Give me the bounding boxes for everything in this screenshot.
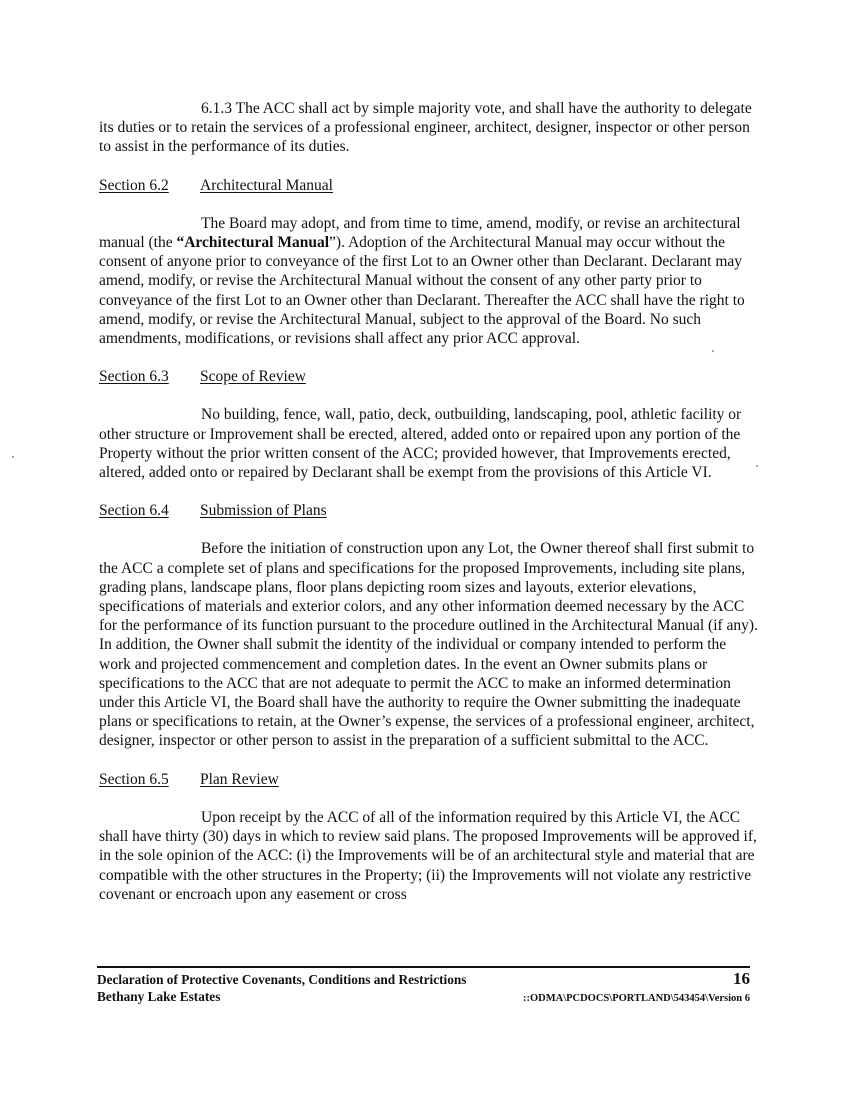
page-footer [97, 970, 750, 1007]
scan-speck [756, 465, 758, 467]
section-number: Section 6.5 [99, 770, 169, 788]
footer-divider [97, 966, 750, 968]
footer-row-top [97, 970, 750, 988]
section-title: Architectural Manual [200, 176, 333, 194]
clause-6-1-3: 6.1.3 The ACC shall act by simple majority vote, and shall have the authority to delegate its duties or to retain the services of a professional engineer, architect, designer, inspector or other person to assist in the performance of its duties. [99, 100, 752, 156]
document-body [99, 99, 759, 923]
document-id: ::ODMA\PCDOCS\PORTLAND\543454\Version 6 [522, 993, 750, 1004]
section-heading-6-4 [99, 501, 759, 520]
footer-project-name: Bethany Lake Estates [97, 989, 221, 1004]
section-heading-6-3 [99, 367, 759, 386]
section-number: Section 6.4 [99, 502, 169, 520]
section-title: Scope of Review [200, 368, 306, 386]
section-paragraph-6-4: Before the initiation of construction upon any Lot, the Owner thereof shall first submit to the ACC a complete set of plans and specifications for the proposed Improvements, including site plans, grading plans, landscape plans, floor plans depicting room sizes and layouts, exterior elevations, specifications of materials and exterior colors, and any other information deemed necessary by the ACC for the performance of its function pursuant to the procedure outlined in the Architectural Manual (if any). In addition, the Owner shall submit the identity of the individual or company intended to perform the work and projected commencement and completion dates. In the event an Owner submits plans or specifications to the ACC that are not adequate to permit the ACC to make an informed determination under this Article VI, the Board shall have the authority to require the Owner submitting the inadequate plans or specifications to retain, at the Owner’s expense, the services of a professional engineer, architect, designer, inspector or other person to assist in the preparation of a sufficient submittal to the ACC. [99, 540, 758, 750]
section-paragraph-6-5: Upon receipt by the ACC of all of the information required by this Article VI, the ACC shall have thirty (30) days in which to review said plans. The proposed Improvements will be approved if, in the sole opinion of the ACC: (i) the Improvements will be of an architectural style and material that are compatible with the other structures in the Property; (ii) the Improvements will not violate any restrictive covenant or encroach upon any easement or cross [99, 808, 757, 903]
section-title: Plan Review [200, 770, 279, 788]
paragraph-text: ”). Adoption of the Architectural Manual may occur without the consent of anyone prior to conveyance of the first Lot to an Owner other than Declarant. Declarant may amend, modify, or revise the Architectural Manual without the consent of any other party prior to conveyance of the first Lot to an Owner other than Declarant. Thereafter the ACC shall have the right to amend, modify, or revise the Architectural Manual, subject to the approval of the Board. No such amendments, modifications, or revisions shall affect any prior ACC approval. [99, 234, 745, 348]
scan-speck [12, 456, 14, 458]
section-number: Section 6.3 [99, 368, 169, 386]
defined-term: “Architectural Manual [176, 234, 330, 252]
section-number: Section 6.2 [99, 176, 169, 194]
scan-speck [712, 350, 714, 352]
section-paragraph-6-2 [99, 214, 759, 348]
section-title: Submission of Plans [200, 502, 327, 520]
page-number: 16 [733, 969, 750, 988]
section-heading-6-5 [99, 770, 759, 789]
footer-document-title: Declaration of Protective Covenants, Conditions and Restrictions [97, 972, 467, 987]
paragraph-text: The Board may adopt, and from time to time, amend, modify, or revise an architectural manual (the [99, 214, 741, 252]
footer-row-bottom [97, 988, 750, 1007]
section-paragraph-6-3: No building, fence, wall, patio, deck, outbuilding, landscaping, pool, athletic facility or other structure or Improvement shall be erected, altered, added onto or repaired upon any portion of the Property without the prior written consent of the ACC; provided however, that Improvements erected, altered, added onto or repaired by Declarant shall be exempt from the provisions of this Article VI. [99, 406, 742, 482]
section-heading-6-2 [99, 176, 759, 195]
